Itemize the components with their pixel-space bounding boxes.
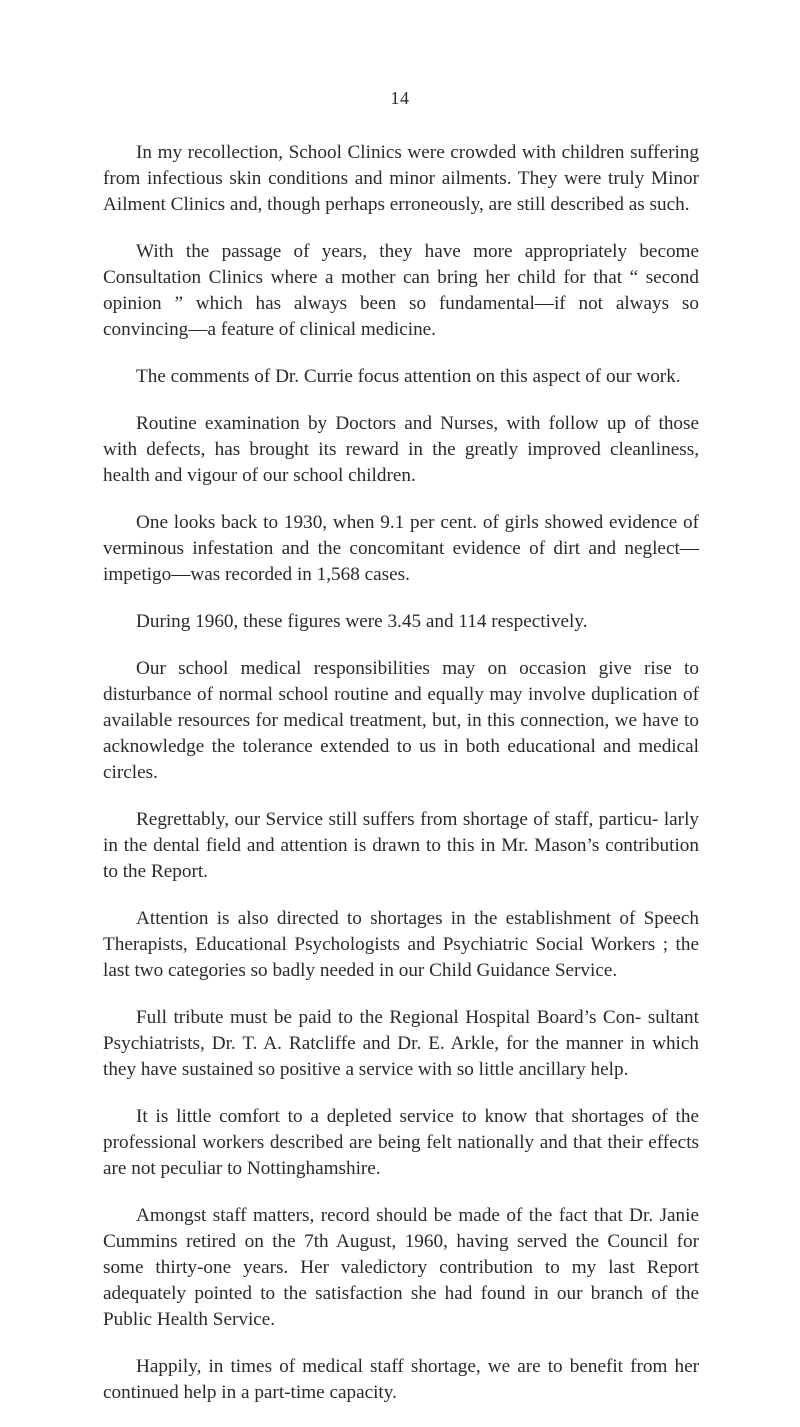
paragraph-4: Routine examination by Doctors and Nurses, with follow up of those with defects, has brought its reward in the greatly improved cleanliness, health and vigour of our school children. [103,413,699,486]
paragraph-13: Happily, in times of medical staff shortage, we are to benefit from her continued help in a part-time capacity. [103,1356,699,1403]
paragraph-8: Regrettably, our Service still suffers from shortage of staff, particu- larly in the dental field and attention is drawn to this in Mr. Mason’s contribution to the Report. [103,809,699,882]
paragraph-6: During 1960, these figures were 3.45 and 114 respectively. [136,611,588,632]
paragraph-10: Full tribute must be paid to the Regional Hospital Board’s Con- sultant Psychiatrists, Dr. T. A. Ratcliffe and Dr. E. Arkle, for the manner in which they have sustained so positive a service with so little ancillary help. [103,1007,699,1080]
paragraph-7: Our school medical responsibilities may on occasion give rise to disturbance of normal school routine and equally may involve duplication of available resources for medical treatment, but, in this connection, we have to acknowledge the tolerance extended to us in both educational and medical circles. [103,658,699,783]
paragraph-9: Attention is also directed to shortages in the establishment of Speech Therapists, Educational Psychologists and Psychiatric Social Workers ; the last two categories so badly needed in our Child Guidance Service. [103,908,699,981]
paragraph-1: In my recollection, School Clinics were crowded with children suffering from infectious skin conditions and minor ailments. They were truly Minor Ailment Clinics and, though perhaps erroneously, are still described as such. [103,142,699,215]
paragraph-2: With the passage of years, they have more appropriately become Consultation Clinics where a mother can bring her child for that “ second opinion ” which has always been so fundamental—if not always so convincing—a feature of clinical medicine. [103,241,699,340]
paragraph-11: It is little comfort to a depleted service to know that shortages of the professional workers described are being felt nationally and that their effects are not peculiar to Nottinghamshire. [103,1106,699,1179]
paragraph-5: One looks back to 1930, when 9.1 per cent. of girls showed evidence of verminous infestation and the concomitant evidence of dirt and neglect—impetigo—was recorded in 1,568 cases. [103,512,699,585]
paragraph-12: Amongst staff matters, record should be made of the fact that Dr. Janie Cummins retired on the 7th August, 1960, having served the Council for some thirty-one years. Her valedictory contribution to my last Report adequately pointed to the satisfaction she had found in our branch of the Public Health Service. [103,1205,699,1330]
body-text [103,140,699,1427]
paragraph-3: The comments of Dr. Currie focus attention on this aspect of our work. [136,366,681,387]
page-number: 14 [390,88,410,108]
